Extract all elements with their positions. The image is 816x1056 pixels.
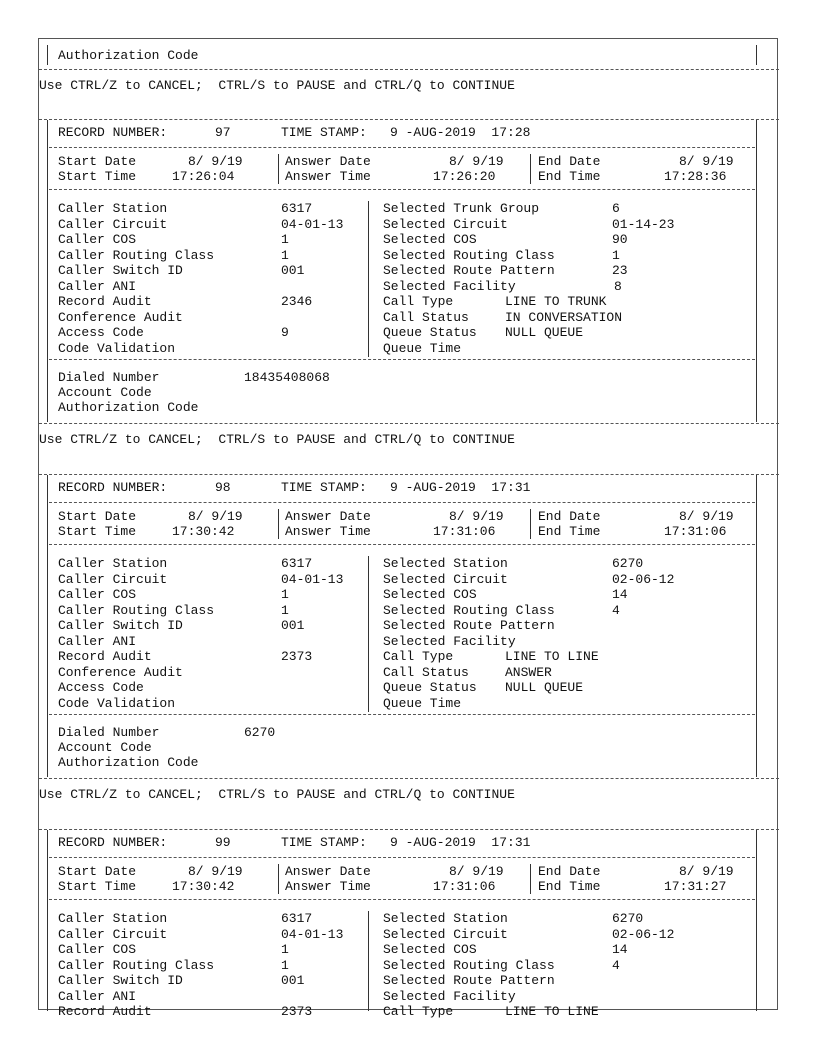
caller-switch-id-value: 001	[281, 973, 305, 988]
authorization-code-label: Authorization Code	[58, 755, 199, 770]
dialed-number-label: Dialed Number	[58, 370, 160, 385]
caller-circuit-label: Caller Circuit	[58, 926, 168, 942]
record-audit-value: 2373	[281, 649, 313, 664]
vertical-border	[756, 830, 757, 1011]
caller-circuit-label: Caller Circuit	[58, 216, 168, 232]
selected-station-label: Selected Station	[383, 556, 508, 571]
vertical-border	[47, 120, 48, 422]
caller-routing-class-value: 1	[281, 247, 289, 263]
caller-routing-class-value: 1	[281, 957, 289, 973]
selected-trunk-group-value: 6	[612, 201, 620, 216]
end-date-label: End Date	[538, 154, 601, 169]
time-stamp-label: TIME STAMP:	[281, 480, 367, 495]
dashed-separator	[49, 502, 755, 503]
selected-circuit-label: Selected Circuit	[383, 216, 508, 232]
selected-routing-class-label: Selected Routing Class	[383, 247, 555, 263]
caller-switch-id-label: Caller Switch ID	[58, 263, 183, 278]
control-instructions: Use CTRL/Z to CANCEL; CTRL/S to PAUSE and CTRL/Q to CONTINUE	[39, 78, 515, 93]
answer-time-label: Answer Time	[285, 169, 371, 184]
time-stamp-value: 9 -AUG-2019 17:31	[390, 480, 531, 495]
vertical-border	[530, 864, 531, 894]
call-type-label: Call Type	[383, 649, 454, 664]
code-validation-label: Code Validation	[58, 340, 176, 356]
time-stamp-value: 9 -AUG-2019 17:31	[390, 835, 531, 850]
caller-circuit-value: 04-01-13	[281, 926, 344, 942]
dashed-separator	[39, 119, 779, 120]
start-time-label: Start Time	[58, 879, 137, 894]
dashed-separator	[39, 69, 779, 70]
vertical-border	[530, 154, 531, 184]
vertical-border	[47, 45, 48, 65]
caller-station-value: 6317	[281, 201, 313, 216]
control-instructions: Use CTRL/Z to CANCEL; CTRL/S to PAUSE and CTRL/Q to CONTINUE	[39, 432, 515, 447]
caller-routing-class-label: Caller Routing Class	[58, 957, 215, 973]
selected-cos-value: 14	[612, 942, 628, 957]
time-stamp-label: TIME STAMP:	[281, 125, 367, 140]
record-audit-label: Record Audit	[58, 1004, 152, 1019]
selected-route-pattern-label: Selected Route Pattern	[383, 263, 555, 278]
caller-switch-id-value: 001	[281, 618, 305, 633]
selected-cos-label: Selected COS	[383, 587, 477, 602]
end-time-value: 17:31:06	[664, 524, 727, 539]
answer-time-value: 17:31:06	[433, 879, 496, 894]
selected-circuit-value: 02-06-12	[612, 926, 675, 942]
vertical-border	[47, 830, 48, 1011]
start-time-label: Start Time	[58, 169, 137, 184]
selected-facility-label: Selected Facility	[383, 988, 516, 1004]
dashed-separator	[49, 359, 755, 360]
selected-trunk-group-label: Selected Trunk Group	[383, 201, 540, 216]
start-time-label: Start Time	[58, 524, 137, 539]
end-time-value: 17:28:36	[664, 169, 727, 184]
caller-cos-label: Caller COS	[58, 232, 137, 247]
dashed-separator	[39, 778, 779, 779]
record-number-label: RECORD NUMBER:	[58, 835, 168, 850]
call-status-value: IN CONVERSATION	[505, 309, 623, 325]
caller-station-label: Caller Station	[58, 911, 168, 926]
selected-circuit-label: Selected Circuit	[383, 926, 508, 942]
access-code-value: 9	[281, 325, 289, 340]
queue-time-label: Queue Time	[383, 340, 462, 356]
record-audit-label: Record Audit	[58, 294, 152, 309]
call-type-value: LINE TO LINE	[505, 1004, 599, 1019]
end-date-label: End Date	[538, 509, 601, 524]
caller-routing-class-label: Caller Routing Class	[58, 247, 215, 263]
end-time-label: End Time	[538, 524, 601, 539]
conference-audit-label: Conference Audit	[58, 309, 183, 325]
selected-station-label: Selected Station	[383, 911, 508, 926]
answer-date-label: Answer Date	[285, 154, 371, 169]
start-date-value: 8/ 9/19	[188, 154, 243, 169]
end-time-label: End Time	[538, 169, 601, 184]
dashed-separator	[49, 147, 755, 148]
time-stamp-value: 9 -AUG-2019 17:28	[390, 125, 531, 140]
caller-switch-id-label: Caller Switch ID	[58, 973, 183, 988]
caller-circuit-value: 04-01-13	[281, 571, 344, 587]
record-number-value: 99	[215, 835, 231, 850]
queue-time-label: Queue Time	[383, 695, 462, 711]
vertical-border	[368, 556, 369, 712]
start-time-value: 17:26:04	[172, 169, 235, 184]
caller-station-label: Caller Station	[58, 201, 168, 216]
caller-cos-value: 1	[281, 942, 289, 957]
call-type-value: LINE TO TRUNK	[505, 294, 607, 309]
selected-route-pattern-value: 23	[612, 263, 628, 278]
vertical-border	[47, 475, 48, 777]
start-time-value: 17:30:42	[172, 524, 235, 539]
start-date-label: Start Date	[58, 864, 137, 879]
vertical-border	[756, 475, 757, 777]
dialed-number-value: 6270	[244, 725, 276, 740]
control-instructions: Use CTRL/Z to CANCEL; CTRL/S to PAUSE and CTRL/Q to CONTINUE	[39, 787, 515, 802]
vertical-border	[278, 509, 279, 539]
vertical-border	[756, 120, 757, 422]
dashed-separator	[49, 189, 755, 190]
caller-ani-label: Caller ANI	[58, 278, 137, 294]
start-time-value: 17:30:42	[172, 879, 235, 894]
selected-cos-value: 90	[612, 232, 628, 247]
record-number-label: RECORD NUMBER:	[58, 125, 168, 140]
start-date-label: Start Date	[58, 509, 137, 524]
end-date-value: 8/ 9/19	[679, 509, 734, 524]
selected-facility-label: Selected Facility	[383, 278, 516, 294]
dialed-number-label: Dialed Number	[58, 725, 160, 740]
authorization-code-label: Authorization Code	[58, 400, 199, 415]
caller-cos-label: Caller COS	[58, 942, 137, 957]
code-validation-label: Code Validation	[58, 695, 176, 711]
selected-circuit-value: 01-14-23	[612, 216, 675, 232]
account-code-label: Account Code	[58, 385, 152, 400]
terminal-window[interactable]	[38, 38, 778, 1019]
vertical-border	[368, 201, 369, 357]
dashed-separator	[49, 714, 755, 715]
caller-cos-value: 1	[281, 232, 289, 247]
caller-circuit-value: 04-01-13	[281, 216, 344, 232]
end-date-value: 8/ 9/19	[679, 864, 734, 879]
end-date-value: 8/ 9/19	[679, 154, 734, 169]
account-code-label: Account Code	[58, 740, 152, 755]
selected-routing-class-value: 1	[612, 247, 620, 263]
dashed-separator	[39, 474, 779, 475]
caller-ani-label: Caller ANI	[58, 633, 137, 649]
vertical-border	[278, 154, 279, 184]
answer-date-value: 8/ 9/19	[449, 509, 504, 524]
answer-date-label: Answer Date	[285, 509, 371, 524]
caller-cos-value: 1	[281, 587, 289, 602]
answer-time-label: Answer Time	[285, 524, 371, 539]
caller-ani-label: Caller ANI	[58, 988, 137, 1004]
field-label: Authorization Code	[58, 48, 199, 63]
vertical-border	[278, 864, 279, 894]
call-type-label: Call Type	[383, 294, 454, 309]
start-date-value: 8/ 9/19	[188, 864, 243, 879]
caller-station-label: Caller Station	[58, 556, 168, 571]
selected-circuit-label: Selected Circuit	[383, 571, 508, 587]
answer-date-value: 8/ 9/19	[449, 864, 504, 879]
conference-audit-label: Conference Audit	[58, 664, 183, 680]
caller-station-value: 6317	[281, 556, 313, 571]
answer-time-value: 17:26:20	[433, 169, 496, 184]
call-type-value: LINE TO LINE	[505, 649, 599, 664]
call-type-label: Call Type	[383, 1004, 454, 1019]
caller-switch-id-value: 001	[281, 263, 305, 278]
selected-circuit-value: 02-06-12	[612, 571, 675, 587]
caller-routing-class-value: 1	[281, 602, 289, 618]
queue-status-value: NULL QUEUE	[505, 680, 584, 695]
selected-routing-class-label: Selected Routing Class	[383, 602, 555, 618]
dashed-separator	[49, 899, 755, 900]
dashed-separator	[49, 857, 755, 858]
record-number-label: RECORD NUMBER:	[58, 480, 168, 495]
queue-status-label: Queue Status	[383, 325, 477, 340]
selected-station-value: 6270	[612, 911, 644, 926]
start-date-label: Start Date	[58, 154, 137, 169]
selected-route-pattern-label: Selected Route Pattern	[383, 618, 555, 633]
call-status-label: Call Status	[383, 664, 469, 680]
call-status-value: ANSWER	[505, 664, 552, 680]
access-code-label: Access Code	[58, 680, 144, 695]
caller-switch-id-label: Caller Switch ID	[58, 618, 183, 633]
selected-cos-label: Selected COS	[383, 232, 477, 247]
end-time-label: End Time	[538, 879, 601, 894]
caller-circuit-label: Caller Circuit	[58, 571, 168, 587]
answer-date-label: Answer Date	[285, 864, 371, 879]
selected-station-value: 6270	[612, 556, 644, 571]
selected-cos-value: 14	[612, 587, 628, 602]
queue-status-value: NULL QUEUE	[505, 325, 584, 340]
dashed-separator	[39, 423, 779, 424]
vertical-border	[368, 911, 369, 1011]
selected-route-pattern-label: Selected Route Pattern	[383, 973, 555, 988]
dashed-separator	[49, 544, 755, 545]
record-number-value: 97	[215, 125, 231, 140]
end-time-value: 17:31:27	[664, 879, 727, 894]
selected-routing-class-label: Selected Routing Class	[383, 957, 555, 973]
access-code-label: Access Code	[58, 325, 144, 340]
vertical-border	[756, 45, 757, 65]
record-audit-label: Record Audit	[58, 649, 152, 664]
selected-routing-class-value: 4	[612, 602, 620, 618]
caller-station-value: 6317	[281, 911, 313, 926]
dashed-separator	[39, 829, 779, 830]
answer-time-value: 17:31:06	[433, 524, 496, 539]
record-audit-value: 2373	[281, 1004, 313, 1019]
vertical-border	[530, 509, 531, 539]
call-status-label: Call Status	[383, 309, 469, 325]
selected-facility-label: Selected Facility	[383, 633, 516, 649]
selected-routing-class-value: 4	[612, 957, 620, 973]
dialed-number-value: 18435408068	[244, 370, 330, 385]
record-number-value: 98	[215, 480, 231, 495]
end-date-label: End Date	[538, 864, 601, 879]
selected-cos-label: Selected COS	[383, 942, 477, 957]
selected-facility-value: 8	[614, 278, 622, 294]
time-stamp-label: TIME STAMP:	[281, 835, 367, 850]
start-date-value: 8/ 9/19	[188, 509, 243, 524]
caller-cos-label: Caller COS	[58, 587, 137, 602]
caller-routing-class-label: Caller Routing Class	[58, 602, 215, 618]
queue-status-label: Queue Status	[383, 680, 477, 695]
answer-date-value: 8/ 9/19	[449, 154, 504, 169]
record-audit-value: 2346	[281, 294, 313, 309]
answer-time-label: Answer Time	[285, 879, 371, 894]
